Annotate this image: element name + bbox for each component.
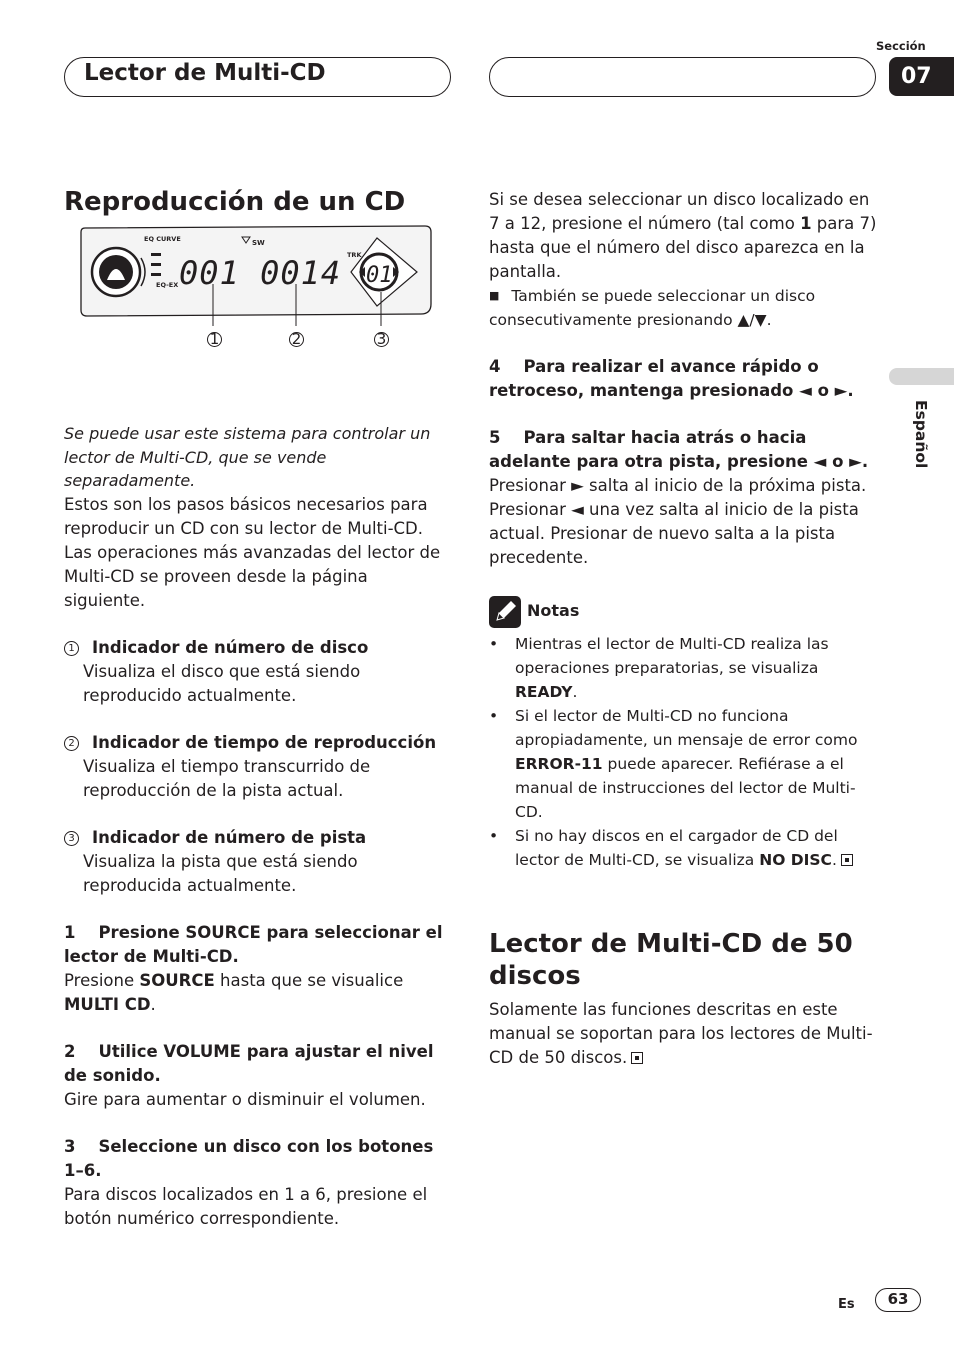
indicator-1-number: 1	[64, 641, 79, 656]
left-column	[64, 186, 454, 1231]
section-heading-50-discos: Lector de Multi-CD de 50 discos	[489, 929, 853, 991]
step-2-body: Gire para aumentar o disminuir el volumen.	[64, 1089, 426, 1109]
header-blank-pill	[489, 57, 876, 97]
lcd-trk-label: TRK	[347, 251, 362, 259]
step-1-body: Presione SOURCE hasta que se visualice MULTI CD.	[64, 970, 404, 1014]
indicator-3-body: Visualiza la pista que está siendo reproducida actualmente.	[83, 851, 358, 895]
pencil-icon	[489, 596, 521, 628]
callout-3: 3	[374, 332, 389, 347]
step-1-title: 1 Presione SOURCE para seleccionar el lector de Multi-CD.	[64, 922, 449, 966]
section-number: 07	[889, 57, 954, 96]
lcd-eq-ex-label: EQ-EX	[156, 281, 179, 289]
lcd-sw-label: SW	[252, 239, 265, 247]
step-3-title: 3 Seleccione un disco con los botones 1–6.	[64, 1136, 440, 1180]
step-3-body: Para discos localizados en 1 a 6, presione el botón numérico correspondiente.	[64, 1184, 428, 1228]
callout-2: 2	[289, 332, 304, 347]
right-paragraph-1: Si se desea seleccionar un disco localizado en 7 a 12, presione el número (tal como 1 para 7) hasta que el número del disco aparezca en la pantalla.	[489, 190, 877, 281]
indicator-3-number: 3	[64, 831, 79, 846]
lcd-track-digits: 01	[366, 263, 393, 288]
step-2-title: 2 Utilice VOLUME para ajustar el nivel de sonido.	[64, 1041, 440, 1085]
right-column	[489, 188, 877, 1070]
notes-header	[489, 594, 877, 628]
step-5-body: Presionar ► salta al inicio de la próxima pista. Presionar ◄ una vez salta al inicio de la pista actual. Presionar de nuevo salta a la pista precedente.	[489, 476, 867, 567]
indicator-item-1	[64, 636, 454, 708]
note-1: • Mientras el lector de Multi-CD realiza las operaciones preparatorias, se visualiza READY.	[489, 632, 877, 704]
end-mark-icon	[631, 1052, 643, 1064]
indicator-2-body: Visualiza el tiempo transcurrido de reproducción de la pista actual.	[83, 756, 371, 800]
notes-label: Notas	[527, 601, 580, 620]
intro-text: Estos son los pasos básicos necesarios para reproducir un CD con su lector de Multi-CD. Las operaciones más avanzadas del lector de Multi-CD se proveen desde la página siguiente.	[64, 494, 441, 610]
end-mark-icon	[841, 854, 853, 866]
language-label: Español	[912, 400, 930, 469]
right-last-paragraph: Solamente las funciones descritas en este manual se soportan para los lectores de Multi-CD de 50 discos.	[489, 1000, 873, 1067]
footer-lang-code: Es	[838, 1297, 855, 1312]
step-5-title: 5 Para saltar hacia atrás o hacia adelante para otra pista, presione ◄ o ►.	[489, 428, 869, 471]
section-heading-reproduccion: Reproducción de un CD	[64, 187, 406, 217]
indicator-1-title: Indicador de número de disco	[92, 637, 369, 657]
indicator-1-body: Visualiza el disco que está siendo reproducido actualmente.	[83, 661, 361, 705]
section-label: Sección	[876, 39, 926, 53]
note-2: • Si el lector de Multi-CD no funciona apropiadamente, un mensaje de error como ERROR-11 puede aparecer. Refiérase a el manual de instrucciones del lector de Multi-CD.	[489, 704, 877, 824]
indicator-2-number: 2	[64, 736, 79, 751]
step-4-title: 4 Para realizar el avance rápido o retroceso, mantenga presionado ◄ o ►.	[489, 357, 854, 400]
language-tab	[889, 368, 954, 385]
lcd-digits: 001 0014	[179, 254, 342, 292]
indicator-3-title: Indicador de número de pista	[92, 827, 367, 847]
page-number: 63	[875, 1288, 921, 1312]
intro-italic: Se puede usar este sistema para controlar un lector de Multi-CD, que se vende separadamente.	[64, 424, 431, 490]
callout-1: 1	[207, 332, 222, 347]
header-title: Lector de Multi-CD	[84, 60, 326, 86]
square-bullet-icon: ■	[489, 289, 500, 302]
lcd-eq-curve-label: EQ CURVE	[144, 235, 181, 243]
sub-bullet: ■ También se puede seleccionar un disco consecutivamente presionando ▲/▼.	[489, 287, 816, 329]
lcd-display-figure	[64, 224, 454, 420]
indicator-item-3	[64, 826, 454, 898]
note-3: • Si no hay discos en el cargador de CD del lector de Multi-CD, se visualiza NO DISC.	[489, 824, 877, 872]
indicator-item-2	[64, 731, 454, 803]
indicator-2-title: Indicador de tiempo de reproducción	[92, 732, 437, 752]
